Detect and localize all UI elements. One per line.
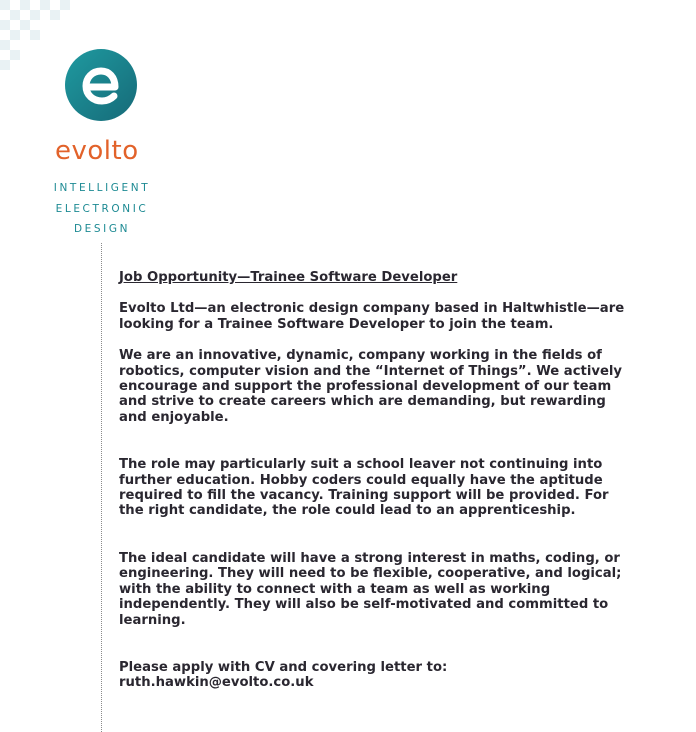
tagline-line-2: ELECTRONIC [55,203,149,215]
paragraph-intro: Evolto Ltd—an electronic design company based in Haltwhistle—are looking for a Trainee Software Developer to join the team. [119,301,625,332]
tagline-line-3: DESIGN [73,223,131,235]
contact-email[interactable]: ruth.hawkin@evolto.co.uk [119,675,314,691]
job-heading: Job Opportunity—Trainee Software Developer [119,270,458,285]
apply-line: Please apply with CV and covering letter to: [119,659,448,675]
apply-block [119,660,629,691]
evolto-logo-icon [63,47,139,123]
tagline-line-1: INTELLIGENT [53,182,151,194]
paragraph-company: We are an innovative, dynamic, company working in the fields of robotics, computer vision and the “Internet of Things”. We actively encourage and support the professional development of our team and strive to create careers which are demanding, but rewarding and enjoyable. [119,348,623,425]
dotted-margin-divider [101,243,102,732]
paragraph-candidate: The ideal candidate will have a strong interest in maths, coding, or engineering. They will need to be flexible, cooperative, and logical; with the ability to connect with a team as well as working independently. They will also be self-motivated and committed to learning. [119,550,622,628]
paragraph-role: The role may particularly suit a school leaver not continuing into further education. Hobby coders could equally have the aptitude required to fill the vacancy. Training support will be provided. For the right candidate, the role could lead to an apprenticeship. [119,457,609,519]
letter-body [119,270,629,691]
brand-wordmark: evolto [55,136,139,166]
